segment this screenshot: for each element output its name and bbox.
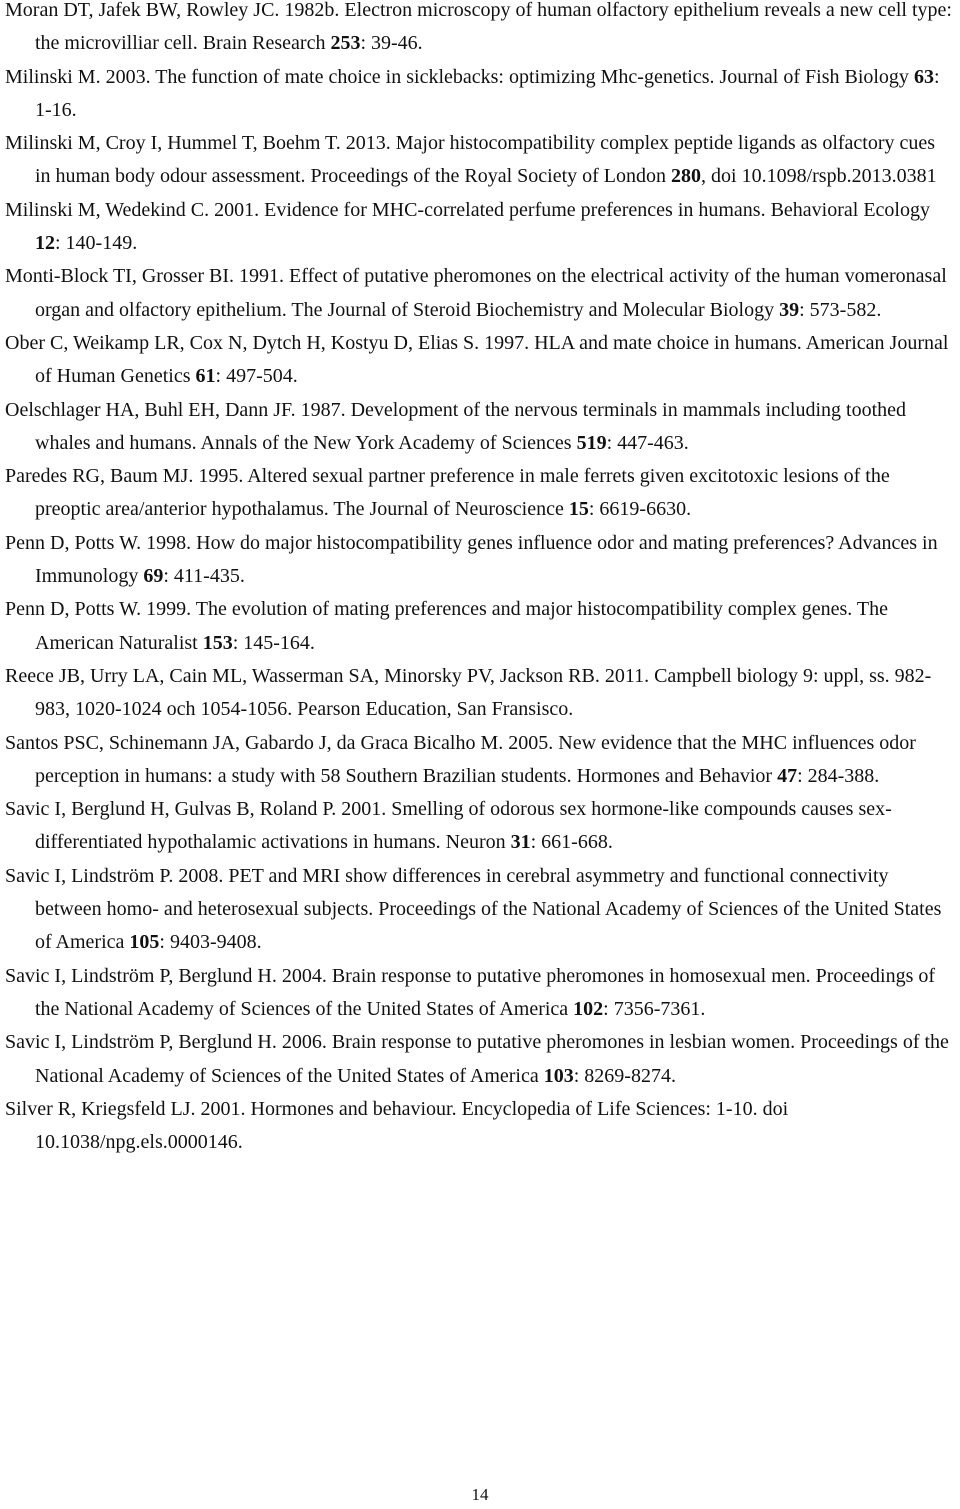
reference-item: Silver R, Kriegsfeld LJ. 2001. Hormones and behaviour. Encyclopedia of Life Sciences: 1-10. doi 10.1038/npg.els.0000146. [5,1097,789,1154]
reference-item: Ober C, Weikamp LR, Cox N, Dytch H, Kostyu D, Elias S. 1997. HLA and mate choice in humans. American Journal of Human Genetics 61: 497-504. [5,331,949,388]
reference-item: Savic I, Lindström P. 2008. PET and MRI show differences in cerebral asymmetry and functional connectivity between homo- and heterosexual subjects. Proceedings of the National Academy of Sciences of the United States of America 105: 9403-9408. [5,864,942,954]
reference-item: Oelschlager HA, Buhl EH, Dann JF. 1987. Development of the nervous terminals in mammals including toothed whales and humans. Annals of the New York Academy of Sciences 519: 447-463. [5,398,907,454]
reference-item: Milinski M. 2003. The function of mate choice in sicklebacks: optimizing Mhc-genetics. Journal of Fish Biology 63: 1-16. [5,65,940,121]
reference-item: Paredes RG, Baum MJ. 1995. Altered sexual partner preference in male ferrets given excitotoxic lesions of the preoptic area/anterior hypothalamus. The Journal of Neuroscience 15: 6619-6630. [5,465,890,521]
reference-list [5,0,955,1159]
reference-item: Moran DT, Jafek BW, Rowley JC. 1982b. Electron microscopy of human olfactory epithelium reveals a new cell type: the microvilliar cell. Brain Research 253: 39-46. [5,0,952,55]
reference-item: Savic I, Lindström P, Berglund H. 2004. Brain response to putative pheromones in homosexual men. Proceedings of the National Academy of Sciences of the United States of America 102: 7356-7361. [5,964,936,1020]
reference-item: Savic I, Lindström P, Berglund H. 2006. Brain response to putative pheromones in lesbian women. Proceedings of the National Academy of Sciences of the United States of America 103: 8269-8274. [5,1031,949,1087]
page-number: 14 [471,1485,489,1504]
reference-item: Santos PSC, Schinemann JA, Gabardo J, da Graca Bicalho M. 2005. New evidence that the MHC influences odor perception in humans: a study with 58 Southern Brazilian students. Hormones and Behavior 47: 284-388. [5,731,916,787]
reference-item: Monti-Block TI, Grosser BI. 1991. Effect of putative pheromones on the electrical activity of the human vomeronasal organ and olfactory epithelium. The Journal of Steroid Biochemistry and Molecular Biology 39: 573-582. [5,265,947,321]
reference-item: Reece JB, Urry LA, Cain ML, Wasserman SA, Minorsky PV, Jackson RB. 2011. Campbell biology 9: uppl, ss. 982-983, 1020-1024 och 1054-1056. Pearson Education, San Fransisco. [5,664,932,721]
reference-item: Penn D, Potts W. 1999. The evolution of mating preferences and major histocompatibility complex genes. The American Naturalist 153: 145-164. [5,598,888,654]
reference-item: Penn D, Potts W. 1998. How do major histocompatibility genes influence odor and mating preferences? Advances in Immunology 69: 411-435. [5,531,938,588]
reference-item: Savic I, Berglund H, Gulvas B, Roland P. 2001. Smelling of odorous sex hormone-like compounds causes sex-differentiated hypothalamic activations in humans. Neuron 31: 661-668. [5,798,892,854]
reference-item: Milinski M, Croy I, Hummel T, Boehm T. 2013. Major histocompatibility complex peptide ligands as olfactory cues in human body odour assessment. Proceedings of the Royal Society of London 280, doi 10.1098/rspb.2013.0381 [5,132,937,188]
reference-item: Milinski M, Wedekind C. 2001. Evidence for MHC-correlated perfume preferences in humans. Behavioral Ecology 12: 140-149. [5,198,930,255]
